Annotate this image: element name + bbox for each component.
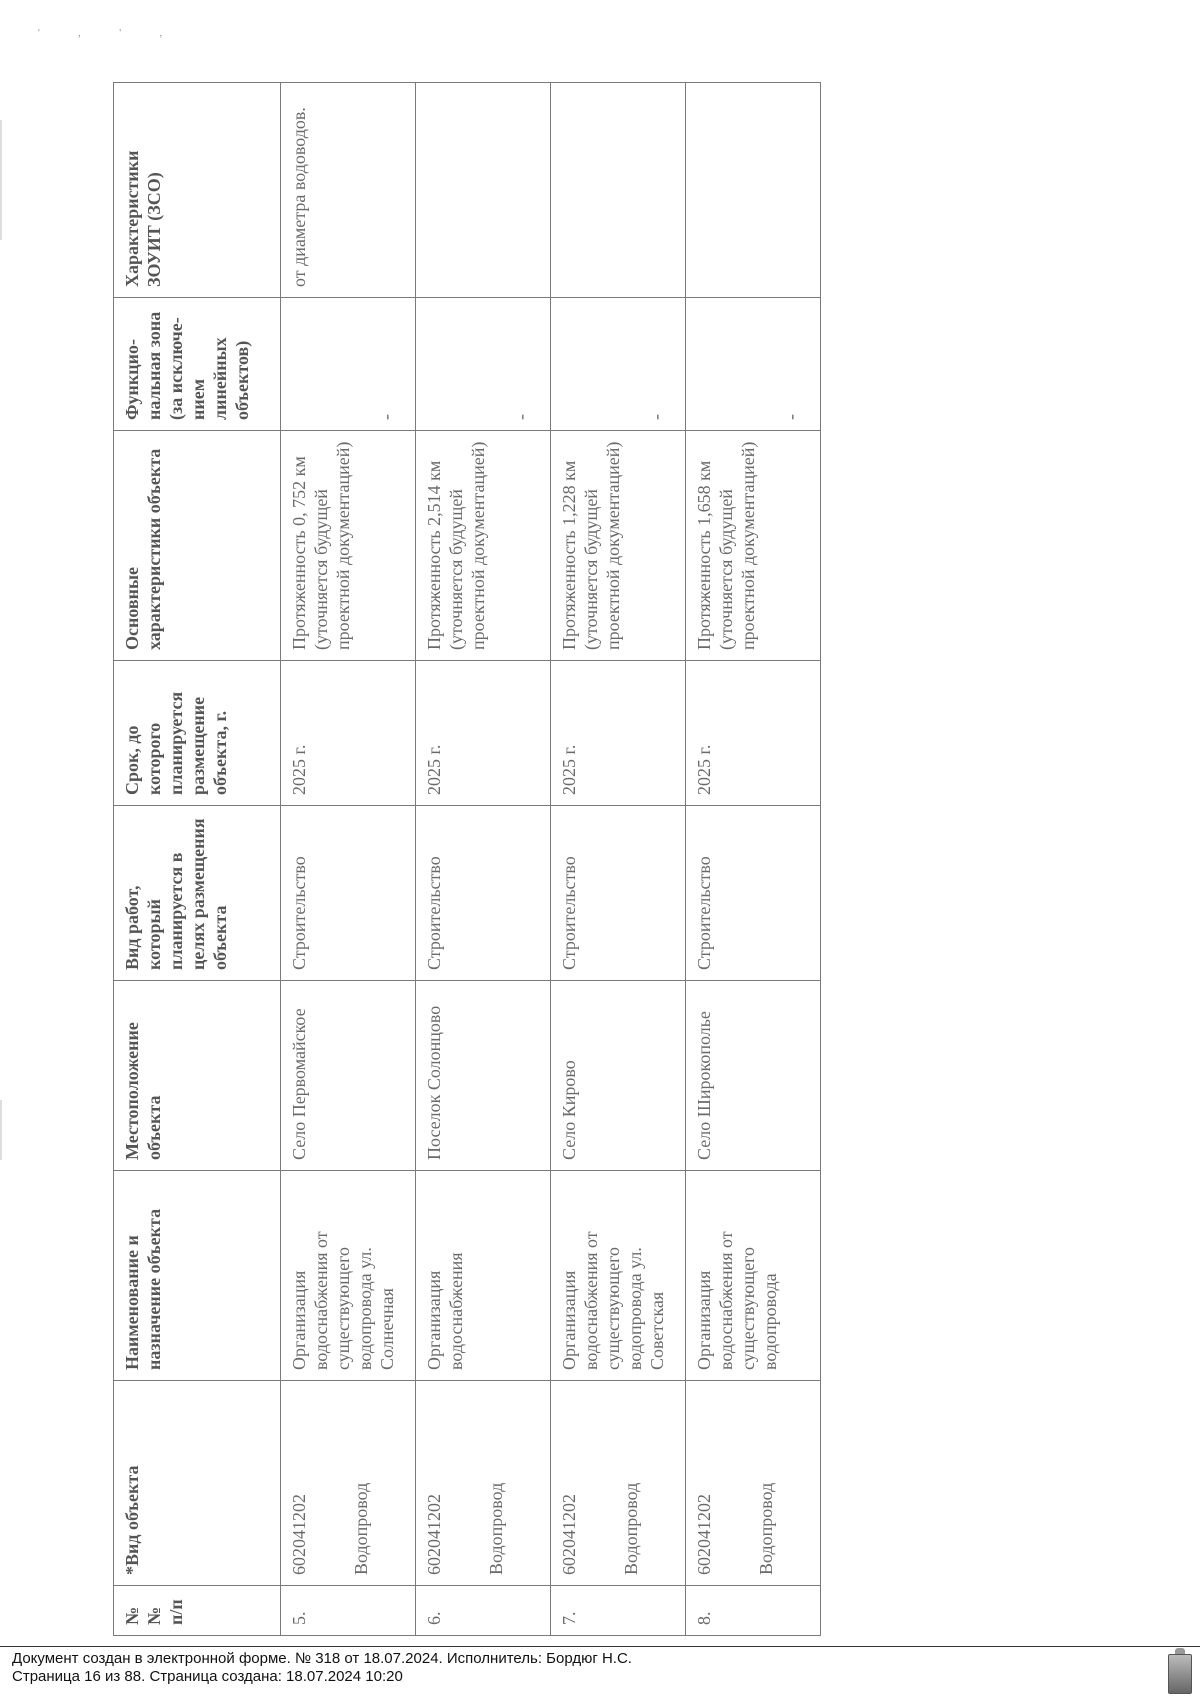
cell-zone: - bbox=[686, 298, 821, 431]
header-num: № № п/п bbox=[114, 1586, 281, 1636]
cell-num: 6. bbox=[416, 1586, 551, 1636]
cell-zouit bbox=[416, 83, 551, 298]
document-footer bbox=[0, 1646, 1200, 1699]
header-kind: *Вид объекта bbox=[114, 1381, 281, 1586]
objects-table bbox=[113, 82, 821, 1636]
cell-specs: Протяженность 1,228 км (уточняется будущей проектной документацией) bbox=[550, 431, 685, 661]
object-kind: Водопровод bbox=[350, 1482, 371, 1575]
cell-location: Село Первомайское bbox=[281, 981, 416, 1171]
object-code: 602041202 bbox=[289, 1494, 309, 1575]
cell-zouit: от диаметра водоводов. bbox=[281, 83, 416, 298]
cell-work: Строительство bbox=[281, 806, 416, 981]
cell-num: 5. bbox=[281, 1586, 416, 1636]
header-specs: Основные характеристики объекта bbox=[114, 431, 281, 661]
table-row bbox=[686, 83, 821, 1636]
scan-edge-mark bbox=[0, 1100, 2, 1160]
cell-specs: Протяженность 0, 752 км (уточняется будущей проектной документацией) bbox=[281, 431, 416, 661]
header-zone: Функцио-нальная зона (за исключе-нием линейных объектов) bbox=[114, 298, 281, 431]
cell-kind bbox=[416, 1381, 551, 1586]
header-zouit: Характеристики ЗОУИТ (ЗСО) bbox=[114, 83, 281, 298]
footer-line-document: Документ создан в электронной форме. № 318 от 18.07.2024. Исполнитель: Бордюг Н.С. bbox=[12, 1650, 632, 1667]
table-row bbox=[416, 83, 551, 1636]
cell-work: Строительство bbox=[550, 806, 685, 981]
header-location: Местоположение объекта bbox=[114, 981, 281, 1171]
cell-zone: - bbox=[281, 298, 416, 431]
cell-zouit bbox=[550, 83, 685, 298]
header-name: Наименование и назначение объекта bbox=[114, 1171, 281, 1381]
cell-deadline: 2025 г. bbox=[550, 661, 685, 806]
table-header-row bbox=[114, 83, 281, 1636]
object-code: 602041202 bbox=[694, 1494, 715, 1575]
cell-location: Село Широкополье bbox=[686, 981, 821, 1171]
table-row bbox=[550, 83, 685, 1636]
cell-deadline: 2025 г. bbox=[686, 661, 821, 806]
cell-zouit bbox=[686, 83, 821, 298]
cell-name: Организация водоснабжения от существующего водопровода bbox=[686, 1171, 821, 1381]
header-work: Вид работ, который планируется в целях размещения объекта bbox=[114, 806, 281, 981]
object-kind: Водопровод bbox=[756, 1482, 777, 1575]
cell-work: Строительство bbox=[416, 806, 551, 981]
cell-kind bbox=[686, 1381, 821, 1586]
cell-name: Организация водоснабжения от существующего водопровода ул. Солнечная bbox=[281, 1171, 416, 1381]
cell-zone: - bbox=[416, 298, 551, 431]
cell-work: Строительство bbox=[686, 806, 821, 981]
table-row bbox=[281, 83, 416, 1636]
rotated-table-wrapper bbox=[113, 83, 821, 1636]
cell-zone: - bbox=[550, 298, 685, 431]
object-kind: Водопровод bbox=[486, 1482, 507, 1575]
cell-kind bbox=[281, 1381, 416, 1586]
object-code: 602041202 bbox=[558, 1494, 579, 1575]
cell-location: Село Кирово bbox=[550, 981, 685, 1171]
cell-num: 7. bbox=[550, 1586, 685, 1636]
cell-deadline: 2025 г. bbox=[416, 661, 551, 806]
footer-line-page: Страница 16 из 88. Страница создана: 18.07.2024 10:20 bbox=[12, 1668, 403, 1685]
header-deadline: Срок, до которого планируется размещение объекта, г. bbox=[114, 661, 281, 806]
cell-specs: Протяженность 2,514 км (уточняется будущей проектной документацией) bbox=[416, 431, 551, 661]
cell-kind bbox=[550, 1381, 685, 1586]
cell-name: Организация водоснабжения от существующего водопровода ул. Советская bbox=[550, 1171, 685, 1381]
cell-location: Поселок Солонцово bbox=[416, 981, 551, 1171]
scan-marks: ' , ' , bbox=[38, 28, 181, 39]
scan-edge-mark bbox=[0, 120, 2, 240]
cell-deadline: 2025 г. bbox=[281, 661, 416, 806]
cell-specs: Протяженность 1,658 км (уточняется будущей проектной документацией) bbox=[686, 431, 821, 661]
cell-name: Организация водоснабжения bbox=[416, 1171, 551, 1381]
object-kind: Водопровод bbox=[620, 1482, 641, 1575]
cell-num: 8. bbox=[686, 1586, 821, 1636]
object-code: 602041202 bbox=[424, 1494, 445, 1575]
emblem-icon bbox=[1168, 1654, 1192, 1694]
